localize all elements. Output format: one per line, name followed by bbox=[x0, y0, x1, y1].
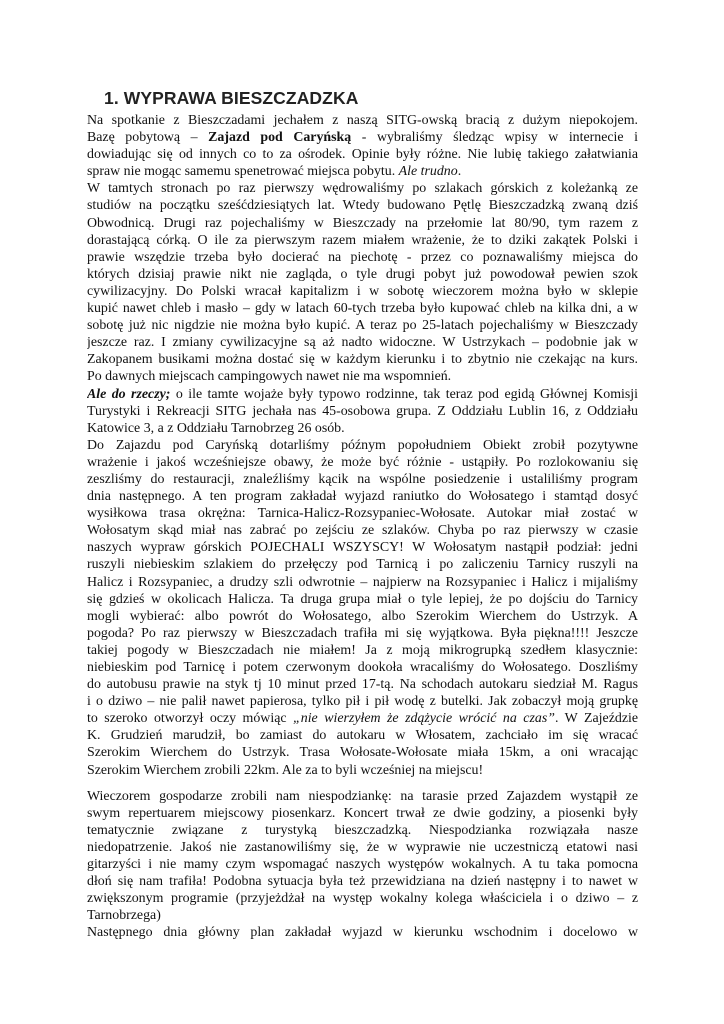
text-run: swym repertuarem miejscowy piosenkarz. Koncert trwał ze dwie godziny, a piosenki były bbox=[87, 805, 638, 821]
text-run: Turystyki i Rekreacji SITG jechała nas 45-osobowa grupa. Z Oddziału Lublin 16, z Oddziału bbox=[87, 403, 638, 419]
text-line bbox=[87, 232, 638, 249]
text-run: studiów na początku sześćdziesiątych lat. Wtedy budowano Pętlę Bieszczadzką zwaną dziś bbox=[87, 198, 638, 214]
text-run: Halicz i Rozsypaniec, a drudzy szli odwrotnie – najpierw na Rozsypaniec i Halicz i mijaliśmy bbox=[87, 574, 638, 590]
text-run: pogoda? Po raz pierwszy w Bieszczadach trafiła mi się wyjątkowa. Była piękna!!!! Jeszcze bbox=[87, 625, 638, 641]
paragraph bbox=[87, 112, 638, 779]
text-run: dowiadując się od innych co to za ośrodek. Opinie były różne. Nie lubię takiego załatwiania bbox=[87, 147, 638, 163]
text-run: zeszliśmy do restauracji, znaleźliśmy kącik na wspólne posiedzenie i ustaliliśmy program bbox=[87, 471, 638, 487]
text-run: do autobusu prawie na styk tj 10 minut przed 17-tą. Na schodach autokaru siedział M. Ragus bbox=[87, 677, 638, 693]
text-run: kupić nawet chleb i masło – gdy w latach 60-tych trzeba było kupować chleb na kilka dni, a w bbox=[87, 301, 638, 317]
text-run: niedopatrzenie. Jakoś nie zastanowiliśmy się, że w wyprawie nie uczestniczą etatowi nasi bbox=[87, 839, 638, 855]
text-line bbox=[87, 112, 638, 129]
text-run: sobotę już nic nigdzie nie można było kupić. A teraz po 25-latach pojechaliśmy w Bieszczady bbox=[87, 318, 638, 334]
text-run: których dzisiaj prawie nikt nie zagląda, o tyle drugi pobyt już powodował pewien szok bbox=[87, 266, 638, 282]
text-line bbox=[87, 839, 638, 856]
text-run: Tarnobrzega) bbox=[87, 908, 161, 924]
text-run: Do Zajazdu pod Caryńską dotarliśmy późnym popołudniem Obiekt zrobił pozytywne bbox=[87, 437, 638, 453]
text-line bbox=[87, 890, 638, 907]
text-run: wrażenie i jakoś wcześniejsze obawy, że może być różnie - ustąpiły. Po rozlokowaniu się bbox=[87, 454, 638, 470]
text-run: prawie wszędzie trzeba było docierać na piechotę - przez co poznawaliśmy miejsca do bbox=[87, 249, 638, 265]
emphasis-text: „nie wierzyłem że zdążycie wrócić na czas” bbox=[293, 711, 555, 727]
text-run: tematycznie związane z turystyką bieszczadzką. Niespodzianka rozwiązała nasze bbox=[87, 822, 638, 838]
text-line bbox=[87, 505, 638, 522]
text-line bbox=[87, 386, 638, 403]
text-run: Wołosatym skąd miał nas zabrać po zejściu ze szlaków. Chyba po raz pierwszy w czasie bbox=[87, 523, 638, 539]
text-run: dłoń się nam trafiła! Podobna sytuacja była też przewidziana na dzień następny i to nawet w bbox=[87, 874, 638, 890]
text-run: się gdzieś w okolicach Halicza. Ta druga grupa miał o tyle lepiej, że po dojściu do Tarnicy bbox=[87, 591, 638, 607]
text-line bbox=[87, 924, 638, 941]
emphasis-text: Ale do rzeczy; bbox=[87, 386, 171, 402]
text-run: naszych wypraw górskich POJECHALI WSZYSCY! W Wołosatym nastąpił podział: jedni bbox=[87, 540, 638, 556]
text-line bbox=[87, 574, 638, 591]
text-run: zwiększonym programie (przyjeżdżał na występ wokalny kolega właściciela i o dziwo – z bbox=[87, 891, 638, 907]
text-line bbox=[87, 317, 638, 334]
text-run: wysiłkowa trasa okrężna: Tarnica-Halicz-Rozsypaniec-Wołosate. Autokar miał zostać w bbox=[87, 506, 638, 522]
text-run: Po dawnych miejscach campingowych nawet nie ma wspomnień. bbox=[87, 369, 452, 385]
text-line bbox=[87, 727, 638, 744]
text-line bbox=[87, 659, 638, 676]
text-line bbox=[87, 300, 638, 317]
text-line bbox=[87, 788, 638, 805]
text-run: Bazę pobytową – bbox=[87, 130, 209, 146]
text-run: gitarzyści i nie mamy czym wspomagać naszych występów wokalnych. A tu taka pomocna bbox=[87, 857, 638, 873]
text-run: dorastającą córką. O ile za pierwszym razem miałem wrażenie, że to dziki zakątek Polski i bbox=[87, 232, 638, 248]
body-text bbox=[87, 112, 638, 942]
text-line bbox=[87, 762, 638, 779]
text-line bbox=[87, 805, 638, 822]
text-run: takiej pogody w Bieszczadach nie miałem! Ja z moją mikrogrupką szedłem klasycznie: bbox=[87, 642, 638, 658]
text-line bbox=[87, 283, 638, 300]
text-line bbox=[87, 676, 638, 693]
text-line bbox=[87, 351, 638, 368]
emphasis-text: Zajazd pod Caryńską bbox=[208, 130, 352, 146]
text-run: . bbox=[457, 164, 462, 180]
text-run: . W Zajeździe bbox=[554, 711, 638, 727]
text-line bbox=[87, 488, 638, 505]
text-line bbox=[87, 368, 638, 385]
text-line bbox=[87, 454, 638, 471]
text-run: Obwodnicą. Drugi raz pojechaliśmy w Bieszczady na przełomie lat 80/90, tym razem z bbox=[87, 215, 638, 231]
text-line bbox=[87, 215, 638, 232]
text-line bbox=[87, 744, 638, 761]
text-run: Szerokim Wierchem do Ustrzyk. Trasa Wołosate-Wołosate miała 15km, a oni wracając bbox=[87, 745, 638, 761]
text-run: Katowice 3, a z Oddziału Tarnobrzeg 26 osób. bbox=[87, 420, 345, 436]
paragraph-gap bbox=[87, 779, 638, 788]
emphasis-text: Ale trudno bbox=[398, 164, 458, 180]
text-line bbox=[87, 693, 638, 710]
text-run: o ile tamte wojaże były typowo rodzinne, tak teraz pod egidą Głównej Komisji bbox=[170, 386, 638, 402]
paragraph bbox=[87, 788, 638, 942]
text-line bbox=[87, 710, 638, 727]
text-run: ruszyli niebieskim szlakiem do przełęczy pod Tarnicą i po zaliczeniu Tarnicy ruszyli na bbox=[87, 557, 638, 573]
text-run: Następnego dnia główny plan zakładał wyjazd w kierunku wschodnim i docelowo w bbox=[87, 925, 638, 941]
text-line bbox=[87, 249, 638, 266]
text-line bbox=[87, 146, 638, 163]
text-line bbox=[87, 437, 638, 454]
text-run: W tamtych stronach po raz pierwszy wędrowaliśmy po szlakach górskich z koleżanką ze bbox=[87, 181, 638, 197]
text-line bbox=[87, 266, 638, 283]
text-run: jeszcze raz. I zmiany cywilizacyjne są aż nadto widoczne. W Ustrzykach – podobnie jak w bbox=[87, 335, 638, 351]
text-line bbox=[87, 625, 638, 642]
text-line bbox=[87, 129, 638, 146]
text-line bbox=[87, 420, 638, 437]
text-line bbox=[87, 556, 638, 573]
text-line bbox=[87, 197, 638, 214]
text-line bbox=[87, 856, 638, 873]
text-run: Zakopanem busikami można dostać się w każdym kierunku i to zbytnio nie czekając na kurs. bbox=[87, 352, 638, 368]
text-line bbox=[87, 608, 638, 625]
section-heading: 1. WYPRAWA BIESZCZADZKA bbox=[104, 88, 359, 108]
text-run: Wieczorem gospodarze zrobili nam niespodziankę: na tarasie przed Zajazdem wystąpił ze bbox=[87, 788, 638, 804]
text-run: Na spotkanie z Bieszczadami jechałem z naszą SITG-owską bracią z dużym niepokojem. bbox=[87, 113, 638, 128]
text-run: dnia następnego. A ten program zakładał wyjazd raniutko do Wołosatego i stamtąd dosyć bbox=[87, 489, 638, 505]
text-line bbox=[87, 591, 638, 608]
text-line bbox=[87, 642, 638, 659]
text-line bbox=[87, 403, 638, 420]
text-run: K. Grudzień marudził, bo zamiast do autokaru w Włosatem, zachciało im się wracać bbox=[87, 728, 638, 744]
text-line bbox=[87, 873, 638, 890]
text-run: cywilizacyjny. Do Polski wracał kapitalizm i w sobotę wieczorem można było w sklepie bbox=[87, 283, 638, 299]
text-line bbox=[87, 822, 638, 839]
text-run: to szeroko otworzył oczy mówiąc bbox=[87, 711, 294, 727]
text-line bbox=[87, 334, 638, 351]
text-line bbox=[87, 180, 638, 197]
text-run: spraw nie mogąc samemu spenetrować miejsca pobytu. bbox=[87, 164, 399, 180]
text-line bbox=[87, 471, 638, 488]
text-run: i o dziwo – nie palił nawet papierosa, tylko pił i pił wodę z butelki. Jak zobaczył moją grupkę bbox=[87, 694, 638, 710]
text-line bbox=[87, 522, 638, 539]
text-line bbox=[87, 907, 638, 924]
text-run: Szerokim Wierchem zrobili 22km. Ale za to byli wcześniej na miejscu! bbox=[87, 762, 484, 778]
text-run: mogli wybierać: albo powrót do Wołosatego, albo Szerokim Wierchem do Ustrzyk. A bbox=[87, 608, 638, 624]
text-line bbox=[87, 539, 638, 556]
text-line bbox=[87, 163, 638, 180]
text-run: niebieskim pod Tarnicę i potem czerwonym dookoła wracaliśmy do Wołosatego. Doszliśmy bbox=[87, 660, 638, 675]
text-run: - wybraliśmy śledząc wpisy w internecie i bbox=[351, 130, 638, 146]
